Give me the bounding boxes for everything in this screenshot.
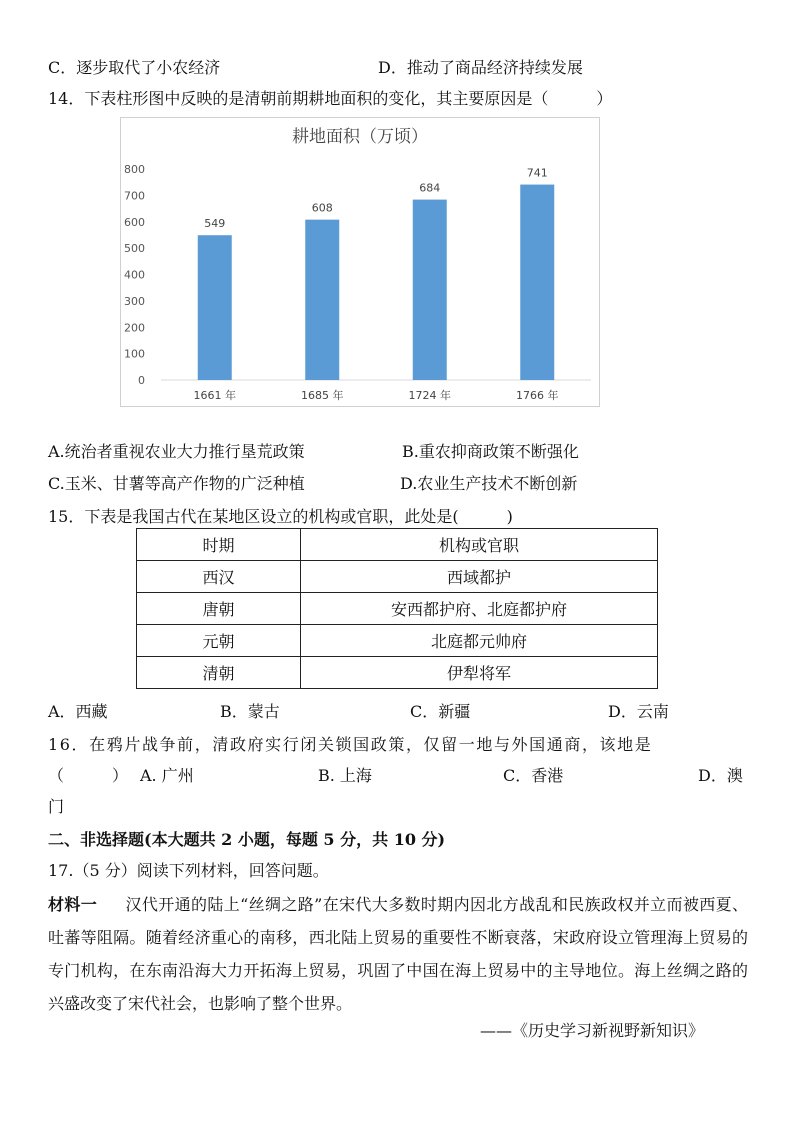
table-row	[137, 593, 658, 625]
y-tick-label: 700	[124, 189, 145, 203]
y-tick-label: 600	[124, 215, 145, 229]
q15-option-d: D．云南	[608, 702, 669, 721]
data-label: 684	[419, 181, 441, 195]
x-tick-label: 1685 年	[301, 389, 344, 402]
table-cell-office: 西域都护	[301, 561, 658, 593]
q13-option-c: C．逐步取代了小农经济	[48, 58, 221, 77]
table-cell-period: 西汉	[137, 561, 301, 593]
table-cell-office: 安西都护府、北庭都护府	[301, 593, 658, 625]
table-header-cell: 时期	[137, 529, 301, 561]
chart-plot	[121, 118, 599, 406]
q15-option-c: C．新疆	[410, 702, 471, 721]
table-header-cell: 机构或官职	[301, 529, 658, 561]
chart-title: 耕地面积（万顷）	[292, 127, 428, 147]
material-text: 汉代开通的陆上“丝绸之路”在宋代大多数时期内因北方战乱和民族政权并立而被西夏、吐蕃等阻隔。随着经济重心的南移，西北陆上贸易的重要性不断衰落，宋政府设立管理海上贸易的专门机构，在东南沿海大力开拓海上贸易，巩固了中国在海上贸易中的主导地位。海上丝绸之路的兴盛改变了宋代社会，也影响了整个世界。	[48, 895, 748, 1013]
table-row	[137, 657, 658, 689]
q14-option-b: B.重农抑商政策不断强化	[402, 442, 579, 461]
q16-option-a: A. 广州	[140, 766, 194, 785]
q16-option-d-continued: 门	[48, 797, 65, 816]
q14-option-d: D.农业生产技术不断创新	[400, 474, 578, 493]
x-tick-label: 1724 年	[408, 389, 451, 402]
table-cell-office: 伊犁将军	[301, 657, 658, 689]
q15-table	[136, 528, 658, 689]
data-label: 741	[526, 166, 548, 180]
q15-option-a: A．西藏	[48, 702, 108, 721]
bar	[305, 220, 339, 380]
y-tick-label: 400	[124, 268, 145, 282]
table-row	[137, 561, 658, 593]
farmland-bar-chart	[120, 117, 600, 407]
q16-paren: （ ）	[48, 766, 129, 785]
q17-material	[48, 888, 748, 1020]
q14-option-a: A.统治者重视农业大力推行垦荒政策	[48, 442, 305, 461]
data-label: 549	[204, 217, 226, 231]
q15-stem: 15．下表是我国古代在某地区设立的机构或官职，此处是( )	[48, 507, 513, 526]
q14-option-c: C.玉米、甘薯等高产作物的广泛种植	[48, 474, 305, 493]
table-cell-period: 清朝	[137, 657, 301, 689]
q14-stem: 14．下表柱形图中反映的是清朝前期耕地面积的变化，其主要原因是（ ）	[48, 89, 613, 108]
q16-option-c: C．香港	[503, 766, 564, 785]
q16-stem: 16．在鸦片战争前，清政府实行闭关锁国政策，仅留一地与外国通商，该地是	[48, 735, 653, 754]
q15-option-b: B．蒙古	[220, 702, 280, 721]
y-tick-label: 0	[138, 374, 145, 387]
y-tick-label: 500	[124, 242, 145, 256]
y-tick-label: 800	[124, 163, 145, 176]
table-cell-period: 唐朝	[137, 593, 301, 625]
q16-option-b: B. 上海	[318, 766, 372, 785]
bar	[198, 235, 232, 380]
table-cell-period: 元朝	[137, 625, 301, 657]
material-label: 材料一	[48, 895, 98, 914]
material-source: ——《历史学习新视野新知识》	[480, 1021, 705, 1040]
data-label: 608	[311, 201, 333, 215]
y-tick-label: 200	[124, 321, 145, 335]
x-tick-label: 1661 年	[193, 389, 236, 402]
y-tick-label: 100	[124, 347, 145, 361]
x-tick-label: 1766 年	[516, 389, 559, 402]
q13-option-d: D．推动了商品经济持续发展	[378, 58, 583, 77]
table-cell-office: 北庭都元帅府	[301, 625, 658, 657]
section-heading: 二、非选择题(本大题共 2 小题，每题 5 分，共 10 分)	[48, 830, 446, 849]
bar	[520, 185, 554, 380]
q17-stem: 17.（5 分）阅读下列材料，回答问题。	[48, 861, 329, 880]
table-header-row	[137, 529, 658, 561]
q16-option-d: D．澳	[698, 766, 743, 785]
bar	[413, 200, 447, 380]
table-row	[137, 625, 658, 657]
y-tick-label: 300	[124, 294, 145, 308]
